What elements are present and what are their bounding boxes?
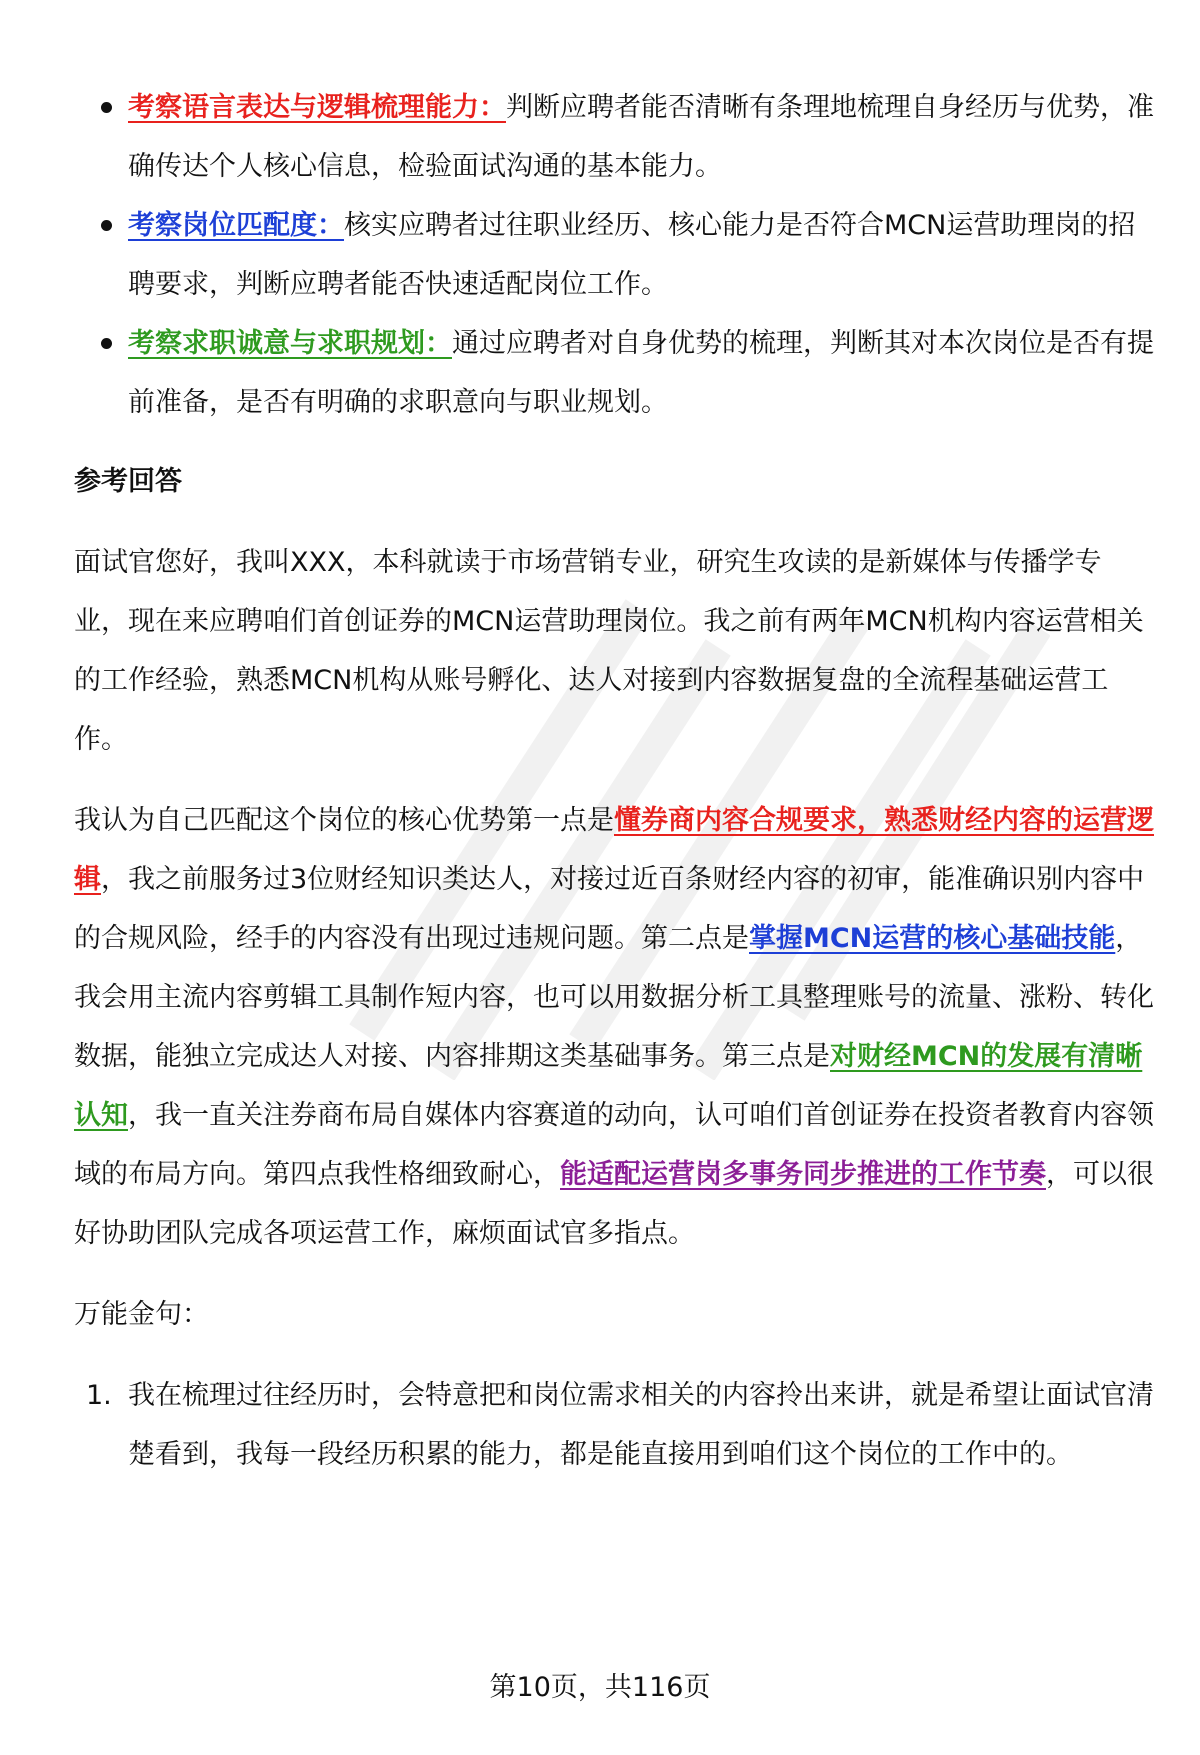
highlight-strength-1: 懂券商内容合规要求，熟悉财经内容的运营逻辑 [74,805,1154,895]
list-item-text: 我在梳理过往经历时，会特意把和岗位需求相关的内容拎出来讲，就是希望让面试官清楚看到，我每一段经历积累的能力，都是能直接用到咱们这个岗位的工作中的。 [128,1380,1154,1470]
evaluation-points-list [74,78,1154,432]
paragraph-text: ，可以很好协助团队完成各项运营工作，麻烦面试官多指点。 [74,1159,1154,1249]
bullet-dot-icon [101,102,112,113]
answer-paragraph-strengths [74,791,1154,1263]
highlight-strength-3: 对财经MCN的发展有清晰认知 [74,1041,1143,1131]
highlight-strength-2: 掌握MCN运营的核心基础技能 [749,923,1116,954]
bullet-text: 核实应聘者过往职业经历、核心能力是否符合MCN运营助理岗的招聘要求，判断应聘者能否快速适配岗位工作。 [128,210,1136,300]
paragraph-text: 我认为自己匹配这个岗位的核心优势第一点是 [74,805,614,836]
list-number: 1. [86,1380,112,1411]
list-item [74,78,1154,196]
bullet-text: 判断应聘者能否清晰有条理地梳理自身经历与优势，准确传达个人核心信息，检验面试沟通的基本能力。 [128,92,1154,182]
document-page [74,78,1154,1484]
bullet-key: 考察岗位匹配度： [128,210,344,241]
bullet-key: 考察求职诚意与求职规划： [128,328,452,359]
highlight-strength-4: 能适配运营岗多事务同步推进的工作节奏 [560,1159,1046,1190]
page-number: 第10页，共116页 [489,1672,711,1703]
list-item [74,314,1154,432]
answer-heading: 参考回答 [74,466,182,497]
golden-sentence-list [74,1366,1154,1484]
answer-paragraph-intro: 面试官您好，我叫XXX，本科就读于市场营销专业，研究生攻读的是新媒体与传播学专业，现在来应聘咱们首创证券的MCN运营助理岗位。我之前有两年MCN机构内容运营相关的工作经验，熟悉MCN机构从账号孵化、达人对接到内容数据复盘的全流程基础运营工作。 [74,547,1144,755]
list-item [74,196,1154,314]
paragraph-text: ，我会用主流内容剪辑工具制作短内容，也可以用数据分析工具整理账号的流量、涨粉、转化数据，能独立完成达人对接、内容排期这类基础事务。第三点是 [74,923,1154,1072]
bullet-key: 考察语言表达与逻辑梳理能力： [128,92,506,123]
bullet-dot-icon [101,338,112,349]
bullet-dot-icon [101,220,112,231]
golden-sentence-label: 万能金句： [74,1299,209,1330]
list-item [74,1366,1154,1484]
paragraph-text: ，我一直关注券商布局自媒体内容赛道的动向，认可咱们首创证券在投资者教育内容领域的布局方向。第四点我性格细致耐心， [74,1100,1154,1190]
bullet-text: 通过应聘者对自身优势的梳理，判断其对本次岗位是否有提前准备，是否有明确的求职意向与职业规划。 [128,328,1154,418]
paragraph-text: ，我之前服务过3位财经知识类达人，对接过近百条财经内容的初审，能准确识别内容中的合规风险，经手的内容没有出现过违规问题。第二点是 [74,864,1145,954]
